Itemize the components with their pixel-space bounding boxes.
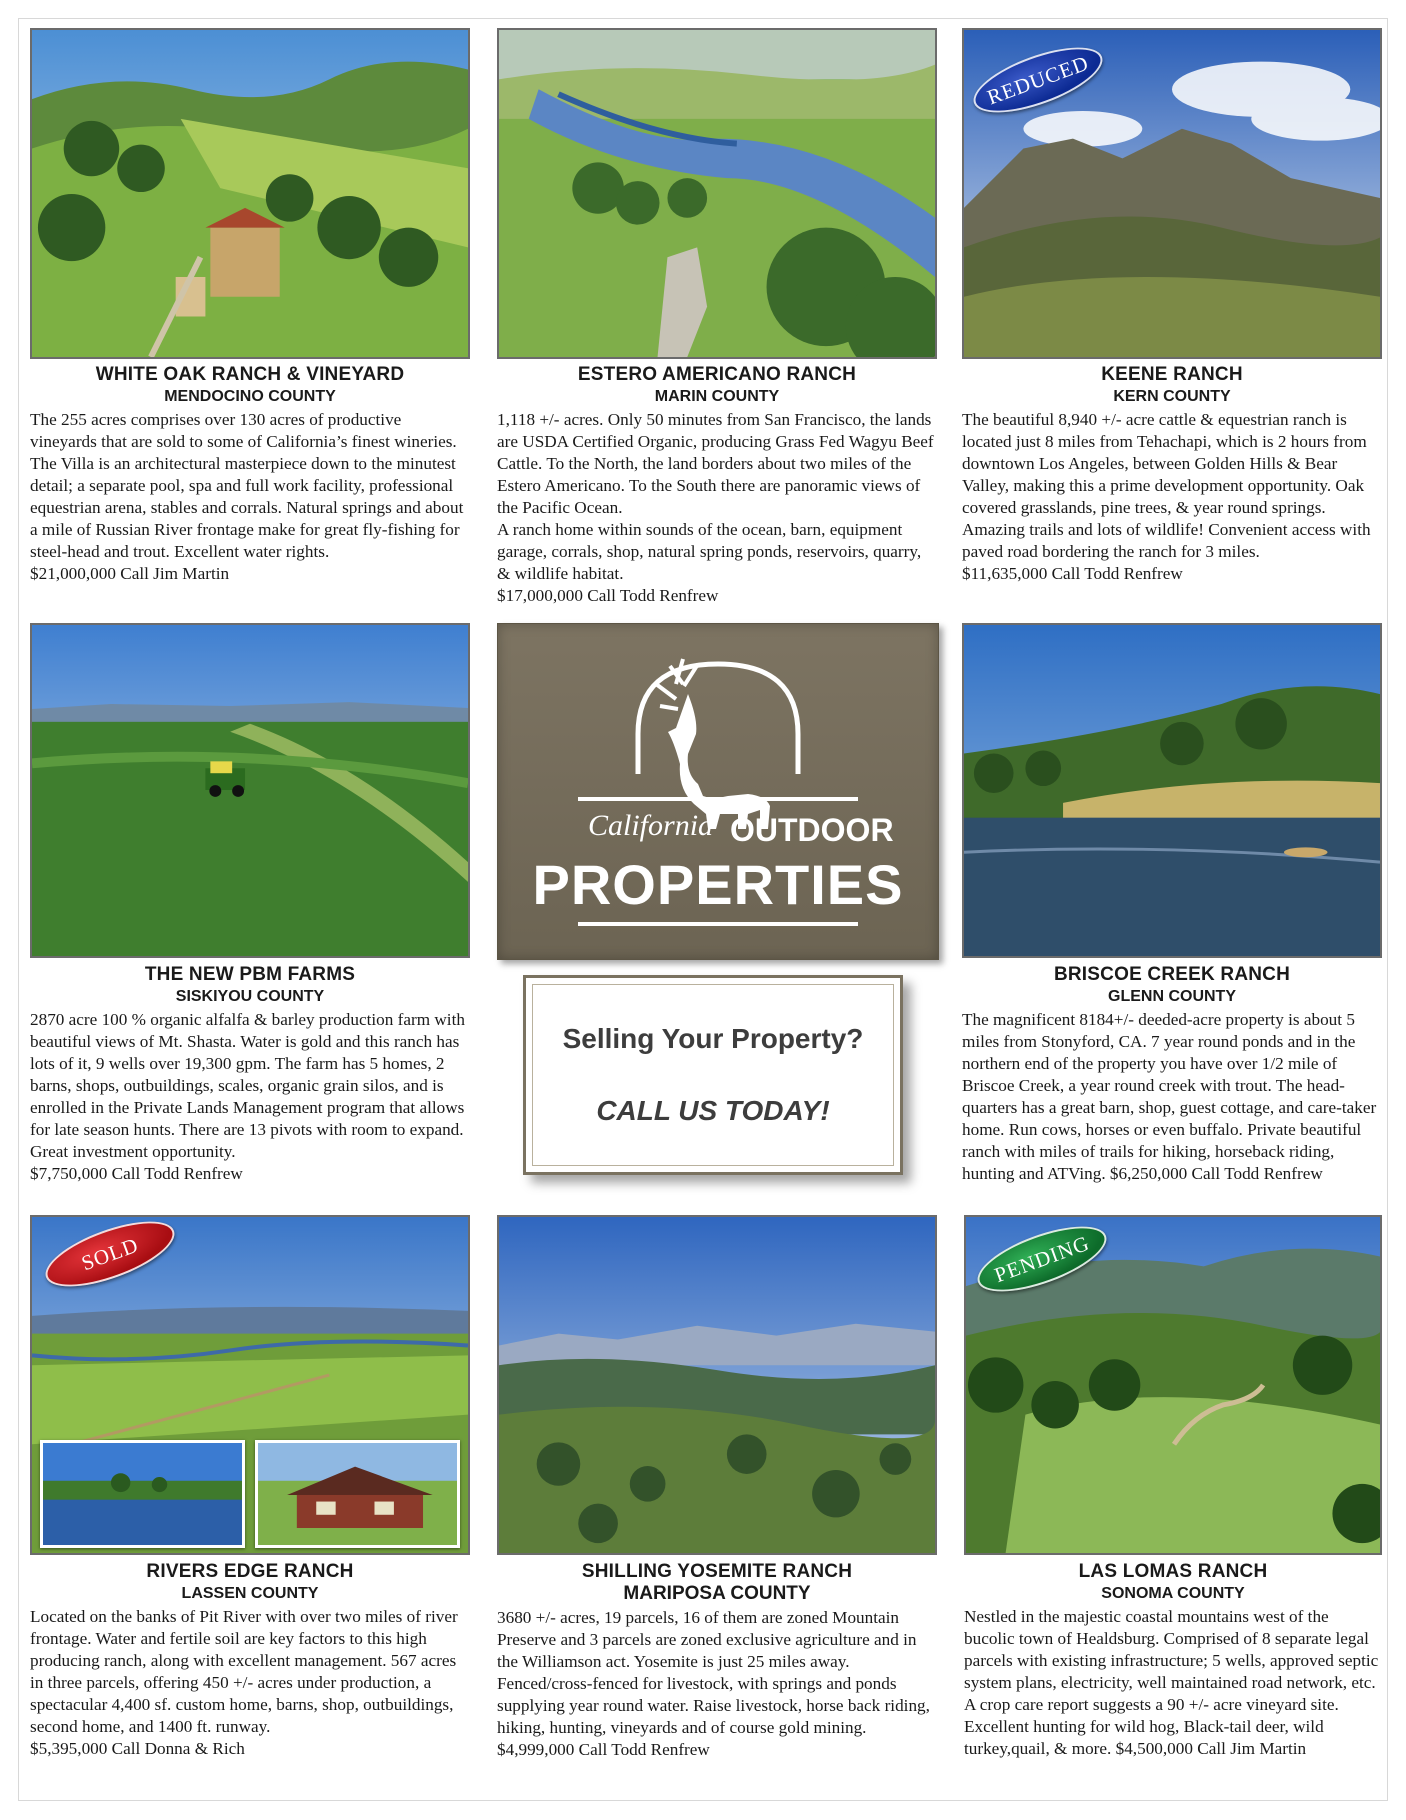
listing-photo[interactable] (30, 623, 470, 958)
listing-description: The beautiful 8,940 +/- acre cattle & equestrian ranch is located just 8 miles from Tehachapi, which is 2 hours from downtown Los Angeles, between Golden Hills & Bear Valley, making this a prime development opportunity. Oak covered grasslands, pine trees, & year round springs. Amazing trails and lots of wildlife! Convenient access with paved road bordering the ranch for 3 miles. (962, 410, 1371, 561)
farm-photo (32, 625, 468, 956)
listing-description-2: A ranch home within sounds of the ocean, barn, equipment garage, corrals, shop, natural spring ponds, reservoirs, quarry, & wildlife habitat. (497, 520, 922, 583)
listing-description: The magnificent 8184+/- deeded-acre property is about 5 miles from Stonyford, CA. 7 year round ponds and in the northern end of the property you have over 1/2 mile of Briscoe Creek, a year round creek with trout. The head-quarters has a great barn, shop, guest cottage, and care-taker home. Run cows, horses or even buffalo. Private beautiful ranch with miles of trails for hiking, horseback riding, hunting and ATVing. $6,250,000 Call Todd Renfrew (962, 1010, 1377, 1183)
listing-county: SISKIYOU COUNTY (175, 988, 325, 1005)
cta-call: CALL US TODAY! (596, 1095, 830, 1126)
listing-title: WHITE OAK RANCH & VINEYARD (95, 364, 405, 385)
listing-photo[interactable] (30, 28, 470, 359)
logo-script-word: California (588, 809, 714, 842)
listing-price: $5,395,000 Call Donna & Rich (30, 1739, 245, 1758)
inset-photo-lake[interactable] (40, 1440, 245, 1548)
listing-price: $7,750,000 Call Todd Renfrew (30, 1164, 243, 1183)
logo-word-outdoor: OUTDOOR (730, 812, 894, 848)
listing-price: $21,000,000 Call Jim Martin (30, 564, 230, 583)
listing-county: LASSEN COUNTY (181, 1585, 319, 1602)
listing-county: SONOMA COUNTY (1101, 1585, 1245, 1602)
listing-county: MARIN COUNTY (654, 388, 780, 405)
listing-description: 1,118 +/- acres. Only 50 minutes from San Francisco, the lands are USDA Certified Organic, producing Grass Fed Wagyu Beef Cattle. To the North, the land borders about two miles of the Estero Americano. To the South there are panoramic views of the Pacific Ocean. (497, 410, 934, 517)
listing-title: SHILLING YOSEMITE RANCH (581, 1561, 853, 1582)
listing-price: $17,000,000 Call Todd Renfrew (497, 586, 719, 605)
lake-inset-icon (43, 1443, 242, 1545)
listing-title: RIVERS EDGE RANCH (146, 1561, 354, 1582)
listing-photo[interactable] (497, 28, 937, 359)
sold-badge: SOLD (38, 1208, 182, 1300)
pond-photo (964, 625, 1380, 956)
company-logo[interactable] (497, 623, 939, 960)
listing-description: Located on the banks of Pit River with over two miles of river frontage. Water and fertile soil are key factors to this high producing ranch, along with excellent management. 567 acres in three parcels, offering 450 +/- acres under production, a spectacular 4,400 sf. custom home, barns, shop, outbuildings, second home, and 1400 ft. runway. (30, 1607, 458, 1736)
listing-title: KEENE RANCH (1101, 364, 1243, 385)
home-inset-icon (258, 1443, 457, 1545)
listing-title: THE NEW PBM FARMS (144, 964, 356, 985)
reduced-badge: REDUCED (966, 34, 1110, 126)
listing-photo[interactable] (962, 623, 1382, 958)
cta-question: Selling Your Property? (562, 1023, 864, 1054)
listing-title: ESTERO AMERICANO RANCH (577, 364, 857, 385)
vineyard-photo (32, 30, 468, 357)
listing-description: The 255 acres comprises over 130 acres of productive vineyards that are sold to some of California’s finest wineries. The Villa is an architectural masterpiece down to the minutest detail; a separate pool, spa and full work facility, professional equestrian arena, stables and corrals. Natural springs and about a mile of Russian River frontage make for great fly-fishing for steel-head and trout. Excellent water rights. (30, 410, 464, 561)
listing-price: $11,635,000 Call Todd Renfrew (962, 564, 1183, 583)
listing-title: LAS LOMAS RANCH (1078, 1561, 1268, 1582)
listing-description: 3680 +/- acres, 19 parcels, 16 of them are zoned Mountain Preserve and 3 parcels are zoned exclusive agriculture and in the Williamson act. Yosemite is just 25 miles away. Fenced/cross-fenced for livestock, with springs and ponds supplying year round water. Raise livestock, horse back riding, hiking, hunting, vineyards and of course gold mining. (497, 1608, 930, 1737)
cta-box[interactable] (523, 975, 903, 1175)
logo-word-properties: PROPERTIES (532, 853, 904, 916)
inset-photo-home[interactable] (255, 1440, 460, 1548)
listing-description: Nestled in the majestic coastal mountains west of the bucolic town of Healdsburg. Comprised of 8 separate legal parcels with existing infrastructure; 5 wells, approved septic system plans, electricity, well maintained road network, etc. A crop care report suggests a 90 +/- acre vineyard site. Excellent hunting for wild hog, Black-tail deer, wild turkey,quail, & more. $4,500,000 Call Jim Martin (964, 1607, 1379, 1758)
listing-description: 2870 acre 100 % organic alfalfa & barley production farm with beautiful views of Mt. Shasta. Water is gold and this ranch has lots of it, 9 wells over 19,300 gpm. The farm has 5 homes, 2 barns, shops, outbuildings, scales, organic grain silos, and is enrolled in the Private Lands Management program that allows for late season hunts. There are 13 pivots with room to expand. Great investment opportunity. (30, 1010, 465, 1161)
listing-title: BRISCOE CREEK RANCH (1053, 964, 1291, 985)
listing-photo[interactable] (497, 1215, 937, 1555)
listing-price: $4,999,000 Call Todd Renfrew (497, 1740, 710, 1759)
listing-county: MENDOCINO COUNTY (164, 388, 336, 405)
listing-county: GLENN COUNTY (1108, 988, 1236, 1005)
valley-photo (499, 1217, 935, 1553)
listing-county: MARIPOSA COUNTY (623, 1583, 811, 1604)
pending-badge: PENDING (970, 1213, 1114, 1305)
estuary-photo (499, 30, 935, 357)
listing-county: KERN COUNTY (1113, 388, 1231, 405)
cta-inner-border (532, 984, 894, 1166)
